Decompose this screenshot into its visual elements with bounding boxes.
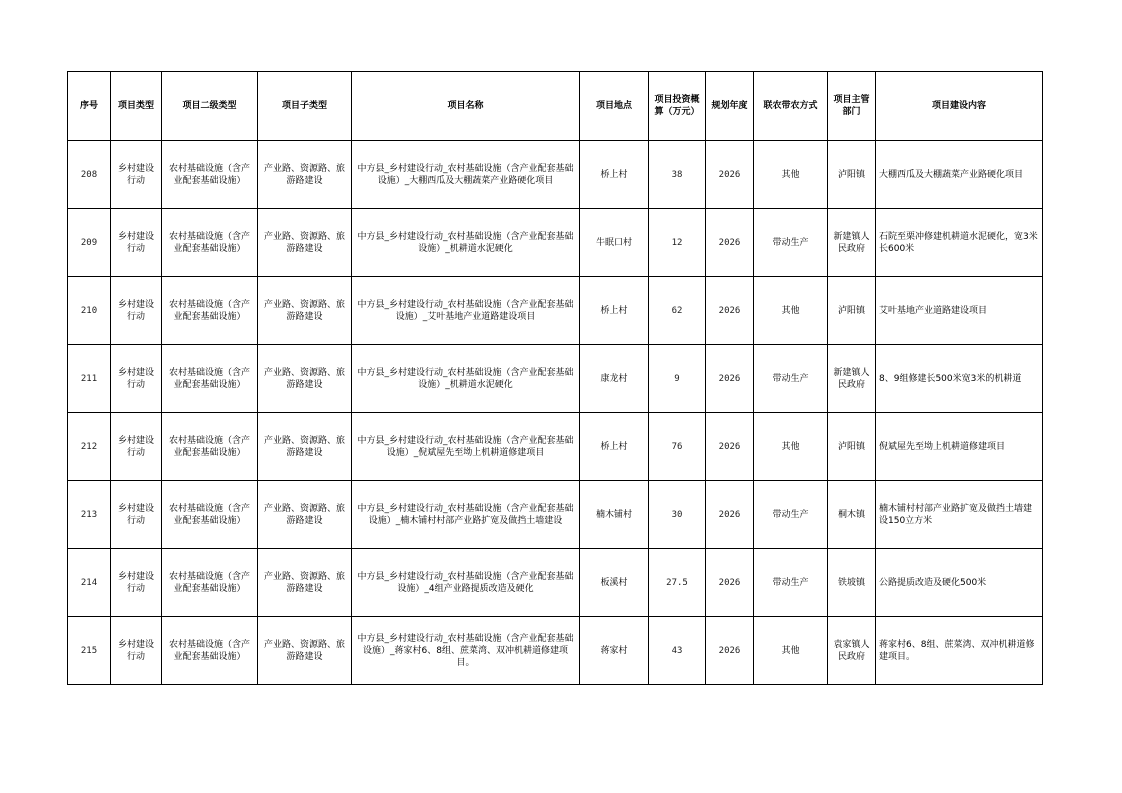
- header-dept: 项目主管部门: [828, 72, 876, 141]
- cell-no: 208: [68, 141, 111, 209]
- cell-content: 大棚西瓜及大棚蔬菜产业路硬化项目: [876, 141, 1043, 209]
- cell-location: 牛眠口村: [580, 209, 649, 277]
- cell-dept: 泸阳镇: [828, 277, 876, 345]
- cell-dept: 袁家镇人民政府: [828, 617, 876, 685]
- header-location: 项目地点: [580, 72, 649, 141]
- table-row: [68, 481, 1043, 549]
- header-year: 规划年度: [706, 72, 754, 141]
- cell-dept: 新建镇人民政府: [828, 345, 876, 413]
- cell-content: 倪斌屋先至坳上机耕道修建项目: [876, 413, 1043, 481]
- cell-location: 楠木铺村: [580, 481, 649, 549]
- cell-location: 桥上村: [580, 141, 649, 209]
- cell-sub2: 农村基础设施（含产业配套基础设施）: [162, 209, 258, 277]
- cell-location: 蒋家村: [580, 617, 649, 685]
- header-name: 项目名称: [352, 72, 580, 141]
- cell-no: 213: [68, 481, 111, 549]
- cell-type: 乡村建设行动: [111, 549, 162, 617]
- cell-year: 2026: [706, 209, 754, 277]
- cell-year: 2026: [706, 617, 754, 685]
- cell-mode: 其他: [754, 617, 828, 685]
- cell-name: 中方县_乡村建设行动_农村基础设施（含产业配套基础设施）_蒋家村6、8组、蔗菜湾、双冲机耕道修建项目。: [352, 617, 580, 685]
- cell-type: 乡村建设行动: [111, 413, 162, 481]
- cell-content: 艾叶基地产业道路建设项目: [876, 277, 1043, 345]
- cell-content: 8、9组修建长500米宽3米的机耕道: [876, 345, 1043, 413]
- cell-subtype: 产业路、资源路、旅游路建设: [258, 209, 352, 277]
- cell-location: 桥上村: [580, 277, 649, 345]
- cell-budget: 9: [649, 345, 706, 413]
- cell-no: 214: [68, 549, 111, 617]
- table-body: [68, 141, 1043, 685]
- cell-no: 212: [68, 413, 111, 481]
- cell-mode: 带动生产: [754, 481, 828, 549]
- cell-budget: 12: [649, 209, 706, 277]
- cell-budget: 76: [649, 413, 706, 481]
- cell-year: 2026: [706, 549, 754, 617]
- cell-no: 215: [68, 617, 111, 685]
- cell-year: 2026: [706, 277, 754, 345]
- cell-subtype: 产业路、资源路、旅游路建设: [258, 549, 352, 617]
- cell-mode: 其他: [754, 277, 828, 345]
- header-no: 序号: [68, 72, 111, 141]
- cell-type: 乡村建设行动: [111, 481, 162, 549]
- header-subtype: 项目子类型: [258, 72, 352, 141]
- cell-name: 中方县_乡村建设行动_农村基础设施（含产业配套基础设施）_艾叶基地产业道路建设项目: [352, 277, 580, 345]
- header-mode: 联农带农方式: [754, 72, 828, 141]
- cell-mode: 带动生产: [754, 345, 828, 413]
- cell-budget: 43: [649, 617, 706, 685]
- table-row: [68, 141, 1043, 209]
- cell-mode: 其他: [754, 413, 828, 481]
- cell-no: 211: [68, 345, 111, 413]
- cell-name: 中方县_乡村建设行动_农村基础设施（含产业配套基础设施）_机耕道水泥硬化: [352, 209, 580, 277]
- cell-content: 石院至栗冲修建机耕道水泥硬化，宽3米长600米: [876, 209, 1043, 277]
- cell-subtype: 产业路、资源路、旅游路建设: [258, 141, 352, 209]
- cell-location: 康龙村: [580, 345, 649, 413]
- cell-type: 乡村建设行动: [111, 345, 162, 413]
- cell-dept: 新建镇人民政府: [828, 209, 876, 277]
- cell-subtype: 产业路、资源路、旅游路建设: [258, 413, 352, 481]
- cell-subtype: 产业路、资源路、旅游路建设: [258, 481, 352, 549]
- table-row: [68, 209, 1043, 277]
- cell-budget: 38: [649, 141, 706, 209]
- cell-sub2: 农村基础设施（含产业配套基础设施）: [162, 617, 258, 685]
- cell-dept: 泸阳镇: [828, 141, 876, 209]
- cell-year: 2026: [706, 141, 754, 209]
- cell-no: 210: [68, 277, 111, 345]
- cell-sub2: 农村基础设施（含产业配套基础设施）: [162, 141, 258, 209]
- cell-year: 2026: [706, 413, 754, 481]
- header-row: [68, 72, 1043, 141]
- cell-name: 中方县_乡村建设行动_农村基础设施（含产业配套基础设施）_楠木铺村村部产业路扩宽及做挡土墙建设: [352, 481, 580, 549]
- cell-type: 乡村建设行动: [111, 277, 162, 345]
- cell-name: 中方县_乡村建设行动_农村基础设施（含产业配套基础设施）_4组产业路提质改造及硬化: [352, 549, 580, 617]
- cell-location: 板溪村: [580, 549, 649, 617]
- cell-year: 2026: [706, 481, 754, 549]
- cell-budget: 30: [649, 481, 706, 549]
- header-budget: 项目投资概算（万元）: [649, 72, 706, 141]
- cell-sub2: 农村基础设施（含产业配套基础设施）: [162, 413, 258, 481]
- cell-sub2: 农村基础设施（含产业配套基础设施）: [162, 481, 258, 549]
- cell-content: 公路提质改造及硬化500米: [876, 549, 1043, 617]
- table-row: [68, 413, 1043, 481]
- table-row: [68, 617, 1043, 685]
- cell-location: 桥上村: [580, 413, 649, 481]
- cell-sub2: 农村基础设施（含产业配套基础设施）: [162, 277, 258, 345]
- cell-subtype: 产业路、资源路、旅游路建设: [258, 617, 352, 685]
- project-table: [67, 71, 1043, 685]
- cell-subtype: 产业路、资源路、旅游路建设: [258, 345, 352, 413]
- cell-content: 蒋家村6、8组、蔗菜湾、双冲机耕道修建项目。: [876, 617, 1043, 685]
- header-type: 项目类型: [111, 72, 162, 141]
- cell-sub2: 农村基础设施（含产业配套基础设施）: [162, 345, 258, 413]
- cell-type: 乡村建设行动: [111, 209, 162, 277]
- cell-dept: 桐木镇: [828, 481, 876, 549]
- cell-year: 2026: [706, 345, 754, 413]
- cell-budget: 62: [649, 277, 706, 345]
- table-row: [68, 277, 1043, 345]
- cell-mode: 带动生产: [754, 549, 828, 617]
- cell-dept: 铁坡镇: [828, 549, 876, 617]
- cell-sub2: 农村基础设施（含产业配套基础设施）: [162, 549, 258, 617]
- cell-name: 中方县_乡村建设行动_农村基础设施（含产业配套基础设施）_机耕道水泥硬化: [352, 345, 580, 413]
- cell-content: 楠木铺村村部产业路扩宽及做挡土墙建设150立方米: [876, 481, 1043, 549]
- cell-dept: 泸阳镇: [828, 413, 876, 481]
- cell-type: 乡村建设行动: [111, 141, 162, 209]
- table-row: [68, 345, 1043, 413]
- cell-name: 中方县_乡村建设行动_农村基础设施（含产业配套基础设施）_大棚西瓜及大棚蔬菜产业路硬化项目: [352, 141, 580, 209]
- header-content: 项目建设内容: [876, 72, 1043, 141]
- cell-mode: 带动生产: [754, 209, 828, 277]
- cell-type: 乡村建设行动: [111, 617, 162, 685]
- cell-name: 中方县_乡村建设行动_农村基础设施（含产业配套基础设施）_倪斌屋先至坳上机耕道修建项目: [352, 413, 580, 481]
- cell-subtype: 产业路、资源路、旅游路建设: [258, 277, 352, 345]
- table-row: [68, 549, 1043, 617]
- cell-no: 209: [68, 209, 111, 277]
- cell-budget: 27.5: [649, 549, 706, 617]
- header-sub2: 项目二级类型: [162, 72, 258, 141]
- cell-mode: 其他: [754, 141, 828, 209]
